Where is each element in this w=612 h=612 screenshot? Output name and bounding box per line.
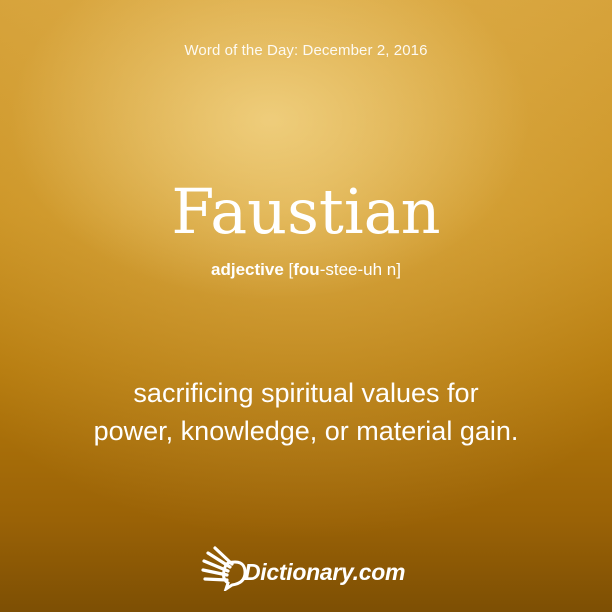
- dictionary-logo[interactable]: [200, 543, 420, 593]
- word-of-the-day-date: Word of the Day: December 2, 2016: [184, 42, 428, 59]
- definition-line-1: sacrificing spiritual values for: [133, 378, 479, 408]
- pronunciation-rest: -stee-uh n]: [319, 260, 401, 279]
- pronunciation-stressed-syllable: fou: [293, 260, 320, 279]
- speech-bubble-rays-icon: [200, 543, 248, 591]
- definition: [40, 374, 572, 450]
- brand-name: Dictionary.com: [244, 559, 406, 585]
- headword: Faustian: [171, 175, 441, 248]
- pronunciation-line: [0, 260, 612, 280]
- definition-line-2: power, knowledge, or material gain.: [93, 416, 519, 446]
- part-of-speech: adjective: [211, 260, 284, 279]
- pronunciation-open: [: [288, 260, 294, 279]
